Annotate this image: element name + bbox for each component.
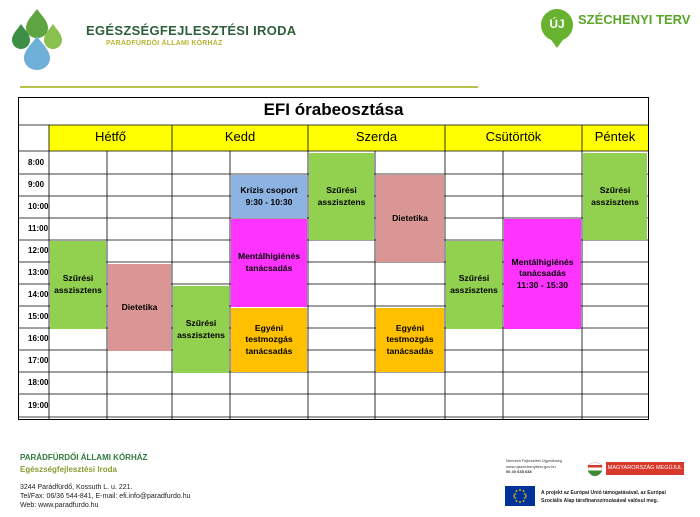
time-label: 18:00 [28, 378, 49, 387]
schedule-block-label [318, 185, 366, 208]
schedule-block-line: asszisztens [591, 196, 639, 207]
schedule-block [173, 286, 229, 373]
schedule-block-line: Szűrési [62, 273, 94, 284]
footer-office-name: Egészségfejlesztési Iroda [20, 465, 117, 474]
schedule-block [309, 153, 374, 240]
time-label: 8:00 [28, 157, 45, 167]
schedule-block [231, 175, 307, 218]
schedule-block-line: asszisztens [317, 196, 366, 207]
schedule-block-line: Szűrési [458, 273, 490, 284]
schedule-block-line: tanácsadás [245, 263, 293, 273]
time-label: 10:00 [28, 202, 49, 211]
schedule-block-line: 9:30 - 10:30 [245, 196, 293, 207]
schedule-block-line: asszisztens [450, 285, 498, 295]
footer-web-link[interactable]: Web: www.paradfurdo.hu [20, 502, 99, 509]
schedule-block-line: Egyéni [254, 322, 284, 333]
country-badge: MAGYARORSZÁG MEGÚJUL [606, 462, 684, 475]
organization-name: EGÉSZSÉGFEJLESZTÉSI IRODA [86, 23, 297, 38]
footer-hospital-name: PARÁDFÜRDŐI ÁLLAMI KÓRHÁZ [20, 453, 148, 462]
schedule-block-line: asszisztens [177, 329, 225, 340]
schedule-block-label [245, 323, 292, 358]
schedule-block [231, 219, 307, 307]
nfu-line: www.ujszechenyiterv.gov.hu [506, 463, 556, 469]
schedule-block [231, 308, 307, 372]
time-label: 16:00 [28, 334, 49, 343]
nfu-line: 06 40 638 638 [506, 469, 532, 475]
schedule-block-line: tanácsadás [386, 345, 434, 356]
schedule-block-label [238, 251, 300, 274]
schedule-block-label [511, 257, 573, 292]
schedule-block-line: asszisztens [54, 285, 102, 295]
schedule-block-line: 11:30 - 15:30 [516, 279, 569, 290]
day-header: Csütörtök [485, 129, 542, 144]
schedule-block-line: Szűrési [185, 317, 217, 328]
time-label: 19:00 [28, 400, 49, 410]
schedule-block-label [392, 213, 428, 225]
nfu-line: Nemzeti Fejlesztési Ügynökség [506, 458, 562, 463]
day-header: Kedd [224, 129, 256, 144]
schedule-title: EFI órabeosztása [263, 100, 404, 119]
schedule-block-label [122, 302, 158, 314]
footer-contact: Tel/Fax: 06/36 544-841, E-mail: efi.info@paradfurdo.hu [20, 493, 191, 500]
schedule-block-line: Dietetika [392, 212, 428, 223]
program-logo-badge: ÚJ [541, 9, 573, 41]
hungarian-flag-icon [587, 461, 603, 477]
nfu-info [506, 458, 586, 475]
schedule-block-label [240, 185, 297, 208]
day-header: Hétfő [94, 129, 127, 144]
schedule-block-label [177, 318, 225, 341]
schedule-block-line: tanácsadás [519, 268, 566, 279]
day-header: Péntek [594, 129, 636, 144]
schedule-block [376, 175, 444, 262]
time-label: 12:00 [28, 246, 49, 255]
schedule-block-label [450, 273, 498, 296]
schedule-block [583, 153, 647, 240]
schedule-block-label [386, 323, 433, 358]
schedule-block-line: Szűrési [326, 184, 357, 195]
time-label: 17:00 [28, 356, 49, 365]
schedule-block-line: testmozgás [386, 334, 434, 345]
schedule-block-line: Egyéni [395, 322, 425, 333]
schedule-block-label [591, 185, 639, 208]
schedule-block-line: testmozgás [245, 334, 293, 345]
time-label: 15:00 [28, 312, 49, 321]
schedule-block-line: Dietetika [121, 301, 158, 312]
time-label: 14:00 [28, 290, 49, 299]
esf-support-text [541, 490, 691, 505]
day-header: Szerda [355, 129, 398, 144]
schedule-block-line: Szűrési [599, 184, 631, 195]
program-name: SZÉCHENYI TERV [578, 12, 691, 27]
esf-line: Szociális Alap társfinanszírozásával valósul meg. [541, 497, 659, 504]
esf-line: A projekt az Európai Unió támogatásával, az Európai [541, 490, 666, 496]
schedule-block-line: Mentálhigiénés [237, 251, 301, 262]
organization-subtitle: PARÁDFÜRDŐI ÁLLAMI KÓRHÁZ [106, 40, 223, 47]
schedule-block-line: Krízis csoport [240, 184, 298, 195]
schedule-block-line: Mentálhigiénés [511, 256, 574, 267]
time-label: 11:00 [28, 224, 49, 233]
schedule-block-label [54, 273, 102, 296]
schedule-block [446, 241, 502, 329]
schedule-block-line: tanácsadás [245, 345, 293, 356]
schedule-block [108, 264, 171, 351]
schedule-block [504, 219, 581, 329]
schedule-block [50, 241, 106, 329]
schedule-block [376, 308, 444, 372]
footer-address: 3244 Parádfürdő, Kossuth L. u. 221. [20, 484, 133, 491]
time-label: 9:00 [28, 180, 45, 189]
time-label: 13:00 [28, 268, 49, 277]
eu-flag-icon [505, 486, 535, 506]
